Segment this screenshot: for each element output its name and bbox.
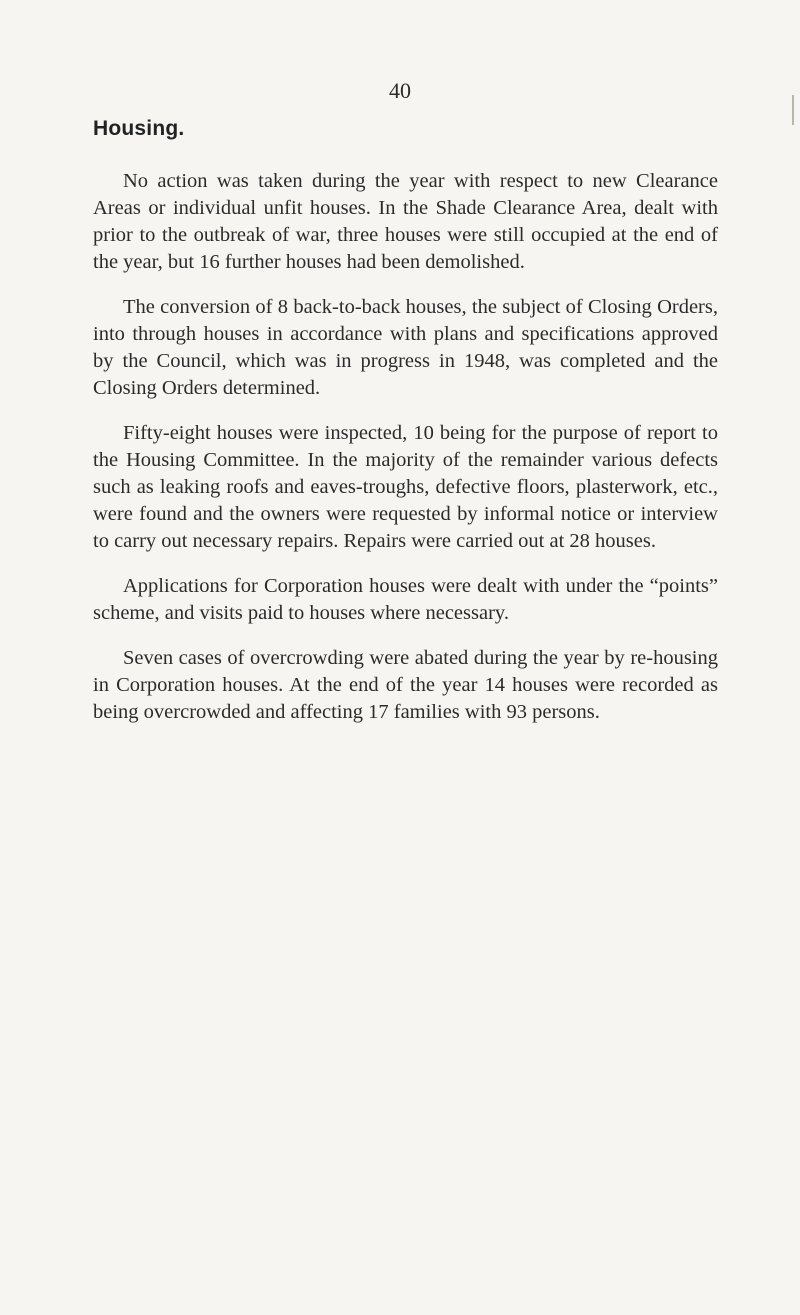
paragraph-clearance-areas: No action was taken during the year with respect to new Clearance Areas or individual unfit houses. In the Shade Clearance Area, dealt with prior to the outbreak of war, three houses were still occupied at the end of the year, but 16 further houses had been demolished. [93, 170, 718, 273]
paragraph-back-to-back-conversion: The conversion of 8 back-to-back houses, the subject of Closing Orders, into through houses in accordance with plans and specifications approved by the Council, which was in progress in 1948, was completed and the Closing Orders determined. [93, 296, 718, 399]
section-heading: Housing. [93, 117, 185, 140]
paragraph-inspections: Fifty-eight houses were inspected, 10 being for the purpose of report to the Housing Committee. In the majority of the remainder various defects such as leaking roofs and eaves-troughs, defective floors, plasterwork, etc., were found and the owners were requested by informal notice or interview to carry out necessary repairs. Repairs were carried out at 28 houses. [93, 422, 718, 552]
page-number: 40 [389, 78, 411, 103]
paragraph-applications: Applications for Corporation houses were dealt with under the “points” scheme, and visits paid to houses where necessary. [93, 575, 718, 624]
document-body [93, 168, 718, 744]
paragraph-overcrowding: Seven cases of overcrowding were abated during the year by re-housing in Corporation houses. At the end of the year 14 houses were recorded as being overcrowded and affecting 17 families with 93 persons. [93, 647, 718, 723]
